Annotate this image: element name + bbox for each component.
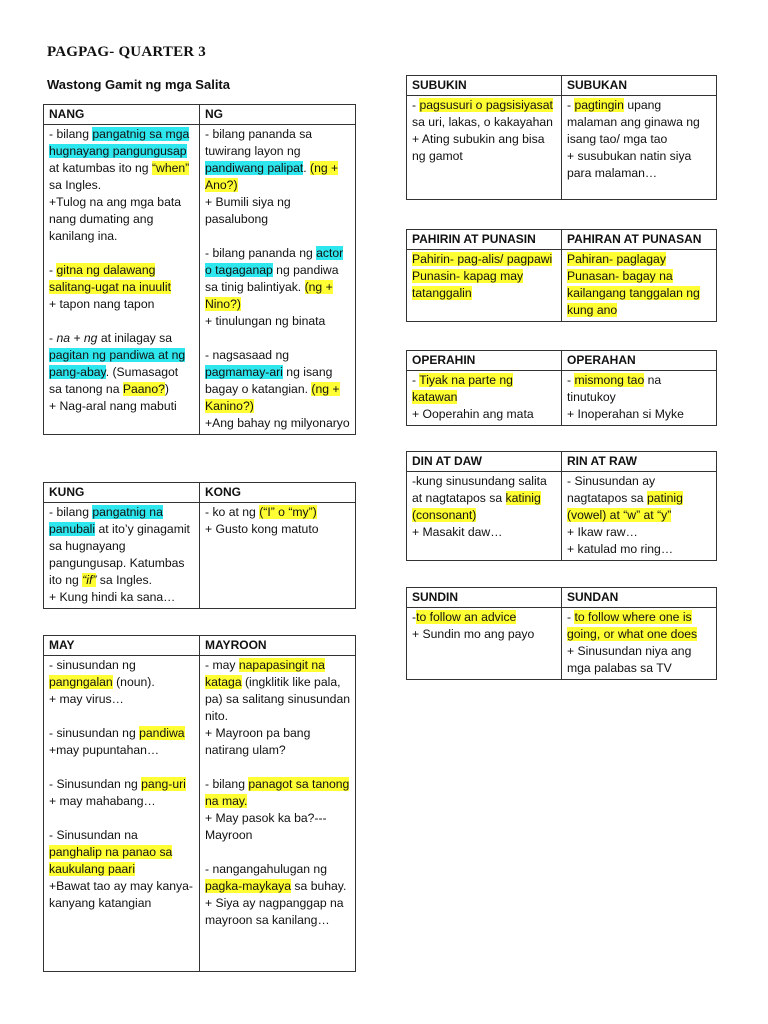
cell-rin bbox=[562, 472, 717, 561]
highlighted-text: pangngalan bbox=[49, 675, 113, 689]
header-kung: KUNG bbox=[44, 483, 200, 503]
cell-text: - bbox=[49, 263, 57, 277]
cell-text: - sinusundan ng bbox=[49, 658, 136, 672]
highlighted-text: Tiyak na parte ng katawan bbox=[412, 373, 513, 404]
header-operahan: OPERAHAN bbox=[562, 351, 717, 371]
cell-line bbox=[49, 126, 194, 194]
cell-text: + may virus… bbox=[49, 692, 124, 706]
cell-text: + katulad mo ring… bbox=[567, 542, 674, 556]
cell-line bbox=[412, 251, 556, 268]
cell-text: + May pasok ka ba?--- Mayroon bbox=[205, 811, 327, 842]
cell-line bbox=[49, 398, 194, 415]
cell-text: + Ikaw raw… bbox=[567, 525, 638, 539]
cell-line bbox=[567, 406, 711, 423]
highlighted-text: “when” bbox=[151, 161, 190, 175]
cell-text: + tinulungan ng binata bbox=[205, 314, 326, 328]
header-sundin: SUNDIN bbox=[407, 588, 562, 608]
document-title: PAGPAG- QUARTER 3 bbox=[47, 44, 206, 60]
cell-text: - Sinusundan ng bbox=[49, 777, 142, 791]
cell-text: - bilang pananda sa tuwirang layon ng bbox=[205, 127, 313, 158]
header-subukan: SUBUKAN bbox=[562, 76, 717, 96]
cell-line bbox=[49, 691, 194, 708]
cell-line bbox=[567, 268, 711, 319]
cell-line bbox=[205, 228, 350, 245]
cell-line bbox=[567, 609, 711, 643]
cell-text: + tapon nang tapon bbox=[49, 297, 155, 311]
header-ng: NG bbox=[200, 105, 356, 125]
highlighted-text: pagitan ng pandiwa at ng pang-abay bbox=[49, 348, 186, 379]
cell-text: sa Ingles. bbox=[49, 178, 102, 192]
cell-line bbox=[49, 262, 194, 296]
cell-line bbox=[205, 194, 350, 228]
highlighted-text: Pahirin- pag-alis/ pagpawi bbox=[412, 252, 553, 266]
cell-line bbox=[412, 473, 556, 524]
cell-ng bbox=[200, 125, 356, 435]
cell-text: + susubukan natin siya para malaman… bbox=[567, 149, 692, 180]
highlighted-text: (ng + Nino?) bbox=[205, 280, 333, 311]
cell-text: - bilang bbox=[205, 777, 249, 791]
cell-text: + Ating subukin ang bisa ng gamot bbox=[412, 132, 545, 163]
cell-text: +may pupuntahan… bbox=[49, 743, 160, 757]
cell-text: ng isang bagay o katangian. bbox=[205, 365, 333, 396]
cell-text: -kung sinusundang salita at nagtatapos sa bbox=[412, 474, 547, 505]
header-pahiran: PAHIRAN AT PUNASAN bbox=[562, 230, 717, 250]
cell-text: - nangangahulugan ng bbox=[205, 862, 327, 876]
cell-text: ) bbox=[164, 382, 169, 396]
cell-nang bbox=[44, 125, 200, 435]
header-rin: RIN AT RAW bbox=[562, 452, 717, 472]
header-sundan: SUNDAN bbox=[562, 588, 717, 608]
cell-line bbox=[205, 810, 350, 844]
cell-text: - may bbox=[205, 658, 239, 672]
header-kong: KONG bbox=[200, 483, 356, 503]
cell-line bbox=[412, 268, 556, 302]
document-subtitle: Wastong Gamit ng mga Salita bbox=[47, 77, 230, 92]
cell-sundan bbox=[562, 608, 717, 680]
cell-text: + Siya ay nagpanggap na mayroon sa kanilang… bbox=[205, 896, 344, 927]
cell-line bbox=[567, 148, 711, 182]
cell-kong bbox=[200, 503, 356, 609]
highlighted-text: panghalip na panao sa kaukulang paari bbox=[49, 845, 173, 876]
highlighted-text: to follow where one is going, or what one does bbox=[567, 610, 698, 641]
header-operahin: OPERAHIN bbox=[407, 351, 562, 371]
cell-line bbox=[567, 97, 711, 148]
cell-kung bbox=[44, 503, 200, 609]
cell-line bbox=[205, 521, 350, 538]
cell-line bbox=[412, 406, 556, 423]
cell-subukin bbox=[407, 96, 562, 200]
highlighted-text: pandiwa bbox=[139, 726, 185, 740]
cell-line bbox=[205, 245, 350, 313]
header-mayroon: MAYROON bbox=[200, 636, 356, 656]
header-pahirin: PAHIRIN AT PUNASIN bbox=[407, 230, 562, 250]
cell-text: at katumbas ito ng bbox=[49, 161, 152, 175]
cell-text: na tinutukoy bbox=[567, 373, 662, 404]
highlighted-text: napapasingit na kataga bbox=[205, 658, 325, 689]
highlighted-text: “if” bbox=[82, 573, 97, 587]
cell-line bbox=[205, 657, 350, 725]
cell-din bbox=[407, 472, 562, 561]
highlighted-text: patinig (vowel) at “w” at “y” bbox=[567, 491, 683, 522]
cell-line bbox=[205, 126, 350, 194]
cell-line bbox=[49, 313, 194, 330]
table-pahirin-pahiran bbox=[406, 229, 717, 322]
header-din: DIN AT DAW bbox=[407, 452, 562, 472]
cell-text: - bbox=[567, 373, 575, 387]
cell-line bbox=[49, 793, 194, 810]
cell-text: - bbox=[567, 98, 575, 112]
highlighted-text: (ng + Ano?) bbox=[205, 161, 339, 192]
cell-line bbox=[567, 643, 711, 677]
cell-text: - bilang bbox=[49, 505, 93, 519]
cell-subukan bbox=[562, 96, 717, 200]
highlighted-text: mismong tao bbox=[574, 373, 645, 387]
cell-line bbox=[49, 589, 194, 606]
cell-text: +Bawat tao ay may kanya- kanyang katangian bbox=[49, 879, 193, 910]
cell-line bbox=[412, 524, 556, 541]
cell-line bbox=[412, 372, 556, 406]
highlighted-text: Punasan- bagay na kailangang tanggalan ng kung ano bbox=[567, 269, 700, 317]
header-subukin: SUBUKIN bbox=[407, 76, 562, 96]
cell-text: - sinusundan ng bbox=[49, 726, 140, 740]
header-may: MAY bbox=[44, 636, 200, 656]
cell-line bbox=[205, 415, 350, 432]
highlighted-text: (“I” o “my”) bbox=[259, 505, 317, 519]
cell-line bbox=[49, 708, 194, 725]
cell-text: - nagsasaad ng bbox=[205, 348, 290, 362]
highlighted-text: gitna ng dalawang salitang-ugat na inuulit bbox=[49, 263, 171, 294]
cell-line bbox=[205, 776, 350, 810]
cell-text: + may mahabang… bbox=[49, 794, 156, 808]
table-sundin-sundan bbox=[406, 587, 717, 680]
table-nang-ng bbox=[43, 104, 356, 435]
cell-text: +Ang bahay ng milyonaryo bbox=[205, 416, 350, 430]
cell-line bbox=[567, 372, 711, 406]
cell-text: . (Sumasagot sa tanong na bbox=[49, 365, 179, 396]
cell-text: sa buhay. bbox=[291, 879, 347, 893]
cell-pahirin bbox=[407, 250, 562, 322]
cell-text: at inilagay sa bbox=[97, 331, 172, 345]
cell-line bbox=[205, 895, 350, 929]
cell-pahiran bbox=[562, 250, 717, 322]
cell-text: (noun). bbox=[112, 675, 155, 689]
table-operahin-operahan bbox=[406, 350, 717, 426]
cell-line bbox=[49, 878, 194, 912]
cell-text: - bbox=[49, 331, 57, 345]
cell-line bbox=[49, 810, 194, 827]
cell-line bbox=[567, 251, 711, 268]
cell-sundin bbox=[407, 608, 562, 680]
cell-line bbox=[205, 504, 350, 521]
cell-text: - bbox=[412, 373, 420, 387]
highlighted-text: pang-uri bbox=[141, 777, 186, 791]
cell-line bbox=[49, 776, 194, 793]
cell-text: (ingklitik like pala, pa) sa salitang sinusundan nito. bbox=[205, 675, 350, 723]
cell-text: + Ooperahin ang mata bbox=[412, 407, 534, 421]
cell-line bbox=[205, 347, 350, 415]
cell-line bbox=[412, 131, 556, 165]
cell-text: upang malaman ang ginawa ng isang tao/ mga tao bbox=[567, 98, 700, 146]
cell-text: - bbox=[567, 610, 575, 624]
highlighted-text: na + ng bbox=[56, 331, 98, 345]
cell-text: + Nag-aral nang mabuti bbox=[49, 399, 177, 413]
cell-line bbox=[49, 657, 194, 691]
cell-operahin bbox=[407, 371, 562, 426]
highlighted-text: pangatnig sa mga hugnayang pangungusap bbox=[49, 127, 190, 158]
cell-text: + Inoperahan si Myke bbox=[567, 407, 684, 421]
highlighted-text: (ng + Kanino?) bbox=[205, 382, 340, 413]
cell-text: - ko at ng bbox=[205, 505, 260, 519]
highlighted-text: pangatnig na panubali bbox=[49, 505, 163, 536]
cell-line bbox=[49, 725, 194, 742]
cell-text: sa uri, lakas, o kakayahan bbox=[412, 115, 553, 129]
cell-text: - bilang pananda ng bbox=[205, 246, 317, 260]
cell-line bbox=[49, 296, 194, 313]
cell-text: + Kung hindi ka sana… bbox=[49, 590, 176, 604]
highlighted-text: to follow an advice bbox=[416, 610, 517, 624]
cell-line bbox=[567, 524, 711, 541]
cell-text: + Sundin mo ang payo bbox=[412, 627, 535, 641]
table-din-rin bbox=[406, 451, 717, 561]
highlighted-text: Paano? bbox=[122, 382, 165, 396]
cell-text: - bbox=[412, 98, 420, 112]
cell-text: + Gusto kong matuto bbox=[205, 522, 319, 536]
table-kung-kong bbox=[43, 482, 356, 609]
cell-text: - bilang bbox=[49, 127, 93, 141]
cell-line bbox=[205, 330, 350, 347]
cell-line bbox=[49, 742, 194, 759]
cell-text: - Sinusundan na bbox=[49, 828, 138, 842]
highlighted-text: pagsusuri o pagsisiyasat bbox=[419, 98, 553, 112]
cell-line bbox=[412, 626, 556, 643]
cell-line bbox=[49, 504, 194, 589]
cell-line bbox=[205, 759, 350, 776]
cell-text: . bbox=[303, 161, 311, 175]
cell-line bbox=[49, 245, 194, 262]
cell-operahan bbox=[562, 371, 717, 426]
highlighted-text: panagot sa tanong na may. bbox=[205, 777, 350, 808]
highlighted-text: pagka-maykaya bbox=[205, 879, 292, 893]
cell-text: sa Ingles. bbox=[96, 573, 152, 587]
highlighted-text: pagtingin bbox=[574, 98, 624, 112]
cell-line bbox=[412, 609, 556, 626]
highlighted-text: Pahiran- paglagay bbox=[567, 252, 666, 266]
cell-text: + Bumili siya ng pasalubong bbox=[205, 195, 291, 226]
highlighted-text: pandiwang palipat bbox=[205, 161, 304, 175]
cell-text: +Tulog na ang mga bata nang dumating ang kanilang ina. bbox=[49, 195, 182, 243]
cell-line bbox=[49, 330, 194, 398]
cell-line bbox=[49, 194, 194, 245]
highlighted-text: Punasin- kapag may tatanggalin bbox=[412, 269, 524, 300]
cell-text: + Masakit daw… bbox=[412, 525, 503, 539]
cell-line bbox=[205, 861, 350, 895]
cell-line bbox=[49, 827, 194, 878]
cell-text: - bbox=[412, 610, 417, 624]
table-may-mayroon bbox=[43, 635, 356, 972]
cell-line bbox=[205, 844, 350, 861]
table-subukin-subukan bbox=[406, 75, 717, 200]
cell-line bbox=[205, 725, 350, 759]
highlighted-text: pagmamay-ari bbox=[205, 365, 283, 379]
cell-text: + Sinusundan niya ang mga palabas sa TV bbox=[567, 644, 692, 675]
cell-line bbox=[567, 473, 711, 524]
cell-line bbox=[567, 541, 711, 558]
cell-line bbox=[205, 313, 350, 330]
cell-text: at ito’y ginagamit sa hugnayang pangungusap. Katumbas ito ng bbox=[49, 522, 190, 587]
cell-line bbox=[49, 759, 194, 776]
cell-text: ng pandiwa sa tinig balintiyak. bbox=[205, 263, 339, 294]
cell-may bbox=[44, 656, 200, 972]
cell-text: - Sinusundan ay nagtatapos sa bbox=[567, 474, 656, 505]
cell-mayroon bbox=[200, 656, 356, 972]
header-nang: NANG bbox=[44, 105, 200, 125]
highlighted-text: actor o tagaganap bbox=[205, 246, 344, 277]
cell-line bbox=[412, 97, 556, 131]
highlighted-text: katinig (consonant) bbox=[412, 491, 541, 522]
cell-text: + Mayroon pa bang natirang ulam? bbox=[205, 726, 311, 757]
